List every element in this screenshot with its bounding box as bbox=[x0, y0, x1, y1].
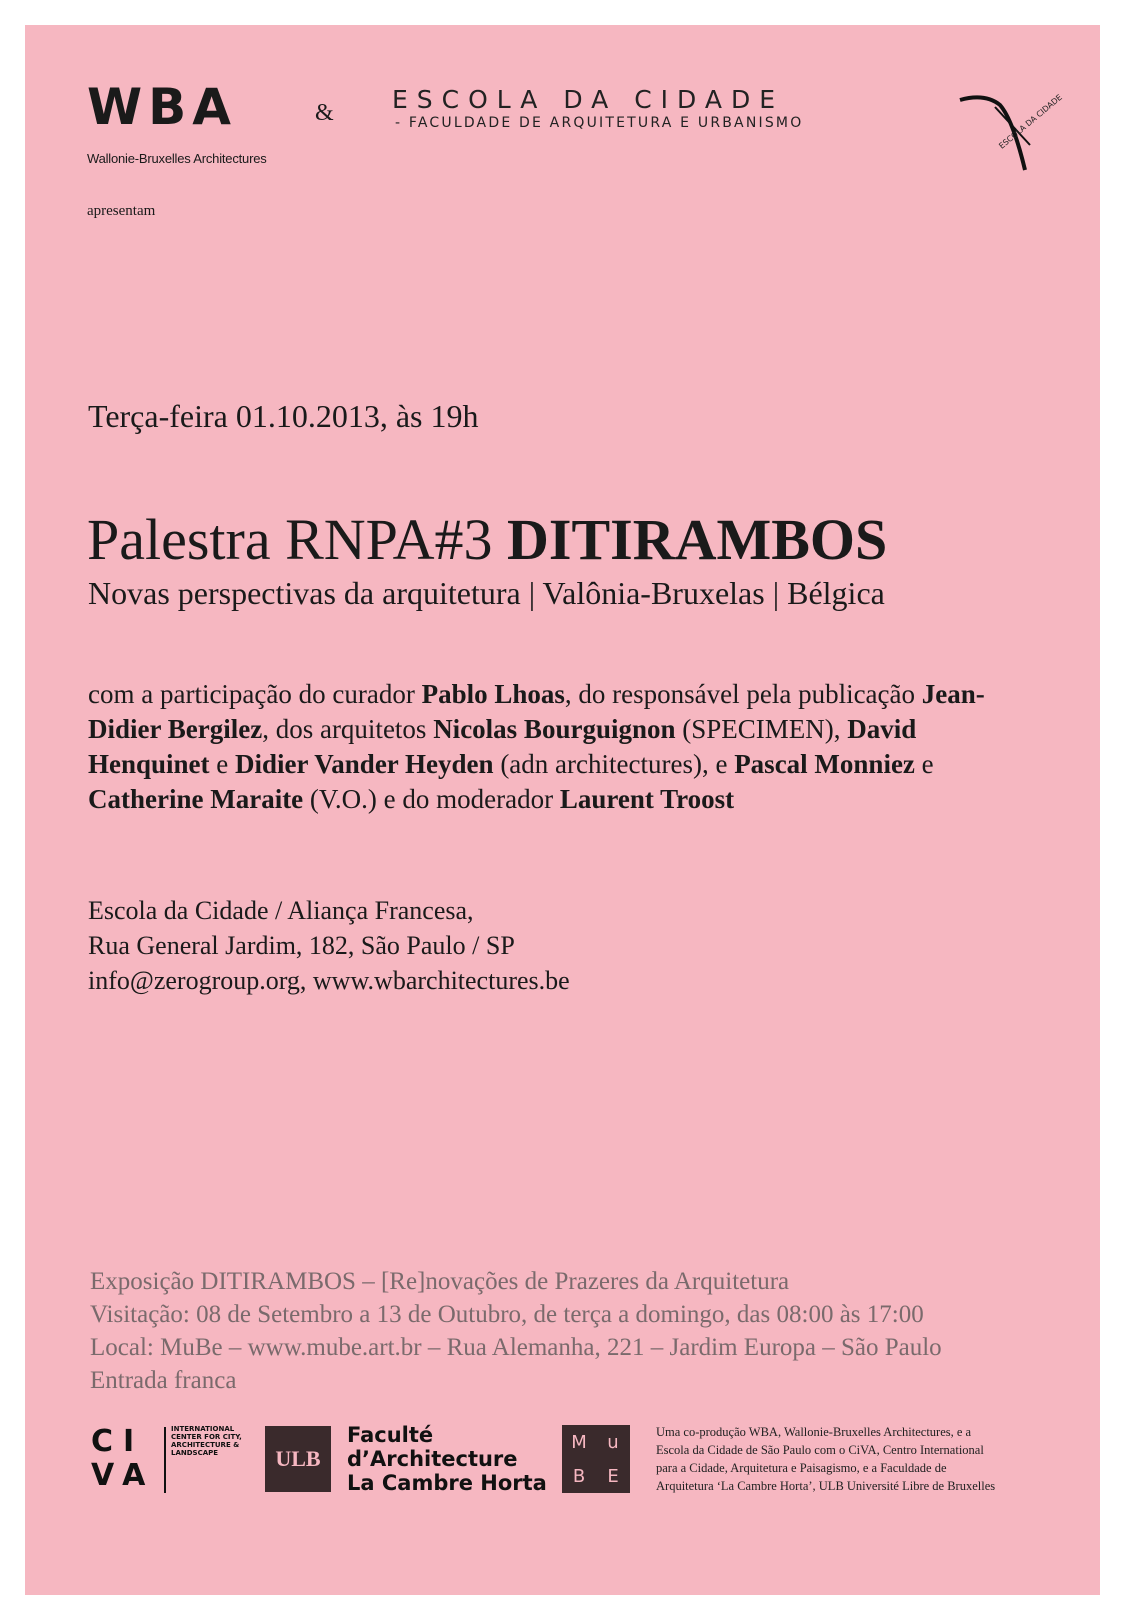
event-title bbox=[87, 507, 888, 572]
title-bold: DITIRAMBOS bbox=[507, 507, 888, 572]
participants-text: , do responsável pela publicação bbox=[564, 679, 922, 709]
escola-logo-text: ESCOLA DA CIDADE bbox=[997, 92, 1064, 151]
cambre-horta-logo bbox=[347, 1423, 547, 1495]
architect-name: Nicolas Bourguignon bbox=[433, 714, 676, 744]
civa-text: INTERNATIONAL CENTER FOR CITY, ARCHITECTURE & LANDSCAPE bbox=[171, 1425, 242, 1457]
participants-text: (V.O.) e do moderador bbox=[303, 784, 560, 814]
credits-line: Uma co-produção WBA, Wallonie-Bruxelles Architectures, e a bbox=[656, 1425, 972, 1439]
civa-letters-top: CI bbox=[91, 1424, 145, 1459]
publisher-name: Jean-Didier Bergilez bbox=[88, 679, 985, 744]
cambre-line: d’Architecture bbox=[347, 1447, 518, 1471]
escola-title: ESCOLA DA CIDADE bbox=[392, 85, 784, 114]
wba-logo: WBA bbox=[87, 78, 237, 136]
credits-line: para a Cidade, Arquitetura e Paisagismo, e a Faculdade de bbox=[656, 1461, 947, 1475]
participants-text: com a participação do curador bbox=[88, 679, 422, 709]
presents-label: apresentam bbox=[87, 203, 156, 219]
credits bbox=[656, 1423, 1076, 1495]
civa-letters bbox=[91, 1425, 155, 1493]
participants-text: (SPECIMEN), bbox=[675, 714, 848, 744]
event-subtitle: Novas perspectivas da arquitetura | Valônia-Bruxelas | Bélgica bbox=[88, 575, 885, 611]
exhibition-line: Entrada franca bbox=[90, 1367, 237, 1394]
credits-line: Arquitetura ‘La Cambre Horta’, ULB Université Libre de Bruxelles bbox=[656, 1479, 996, 1493]
architect-name: Didier Vander Heyden bbox=[235, 749, 494, 779]
wba-subtitle: Wallonie-Bruxelles Architectures bbox=[87, 151, 267, 166]
participants-text: , dos arquitetos bbox=[262, 714, 434, 744]
event-date: Terça-feira 01.10.2013, às 19h bbox=[88, 398, 479, 434]
architect-name: David Henquinet bbox=[88, 714, 917, 779]
civa-divider bbox=[164, 1427, 166, 1493]
poster bbox=[25, 25, 1100, 1595]
mube-letter: E bbox=[607, 1465, 619, 1487]
credits-line: Escola da Cidade de São Paulo com o CiVA, Centro International bbox=[656, 1443, 984, 1457]
exhibition-line: Exposição DITIRAMBOS – [Re]novações de Prazeres da Arquitetura bbox=[90, 1268, 790, 1295]
civa-letters-bottom: VA bbox=[91, 1458, 156, 1493]
exhibition-info bbox=[90, 1265, 942, 1397]
participants-text: e bbox=[209, 749, 236, 779]
exhibition-line: Local: MuBe – www.mube.art.br – Rua Alemanha, 221 – Jardim Europa – São Paulo bbox=[90, 1334, 942, 1361]
exhibition-line: Visitação: 08 de Setembro a 13 de Outubro, de terça a domingo, das 08:00 às 17:00 bbox=[90, 1301, 924, 1328]
ampersand: & bbox=[315, 100, 334, 126]
participants-paragraph bbox=[88, 677, 1038, 817]
ulb-logo: ULB bbox=[265, 1426, 331, 1492]
escola-da-cidade-logo-icon bbox=[955, 75, 1065, 185]
mube-letter: u bbox=[607, 1431, 619, 1453]
mube-letter: B bbox=[572, 1465, 586, 1487]
mube-logo bbox=[562, 1425, 630, 1493]
title-prefix: Palestra RNPA#3 bbox=[87, 507, 507, 572]
mube-letter: M bbox=[571, 1431, 587, 1453]
moderator-name: Laurent Troost bbox=[559, 784, 735, 814]
civa-logo bbox=[91, 1425, 241, 1495]
participants-text: (adn architectures), e bbox=[493, 749, 735, 779]
cambre-line: La Cambre Horta bbox=[347, 1471, 547, 1495]
venue-contact: info@zerogroup.org, www.wbarchitectures.be bbox=[88, 966, 570, 995]
venue-line: Rua General Jardim, 182, São Paulo / SP bbox=[88, 931, 515, 960]
architect-name: Pascal Monniez bbox=[734, 749, 915, 779]
participants-text: e bbox=[914, 749, 934, 779]
escola-subtitle: - FACULDADE DE ARQUITETURA E URBANISMO bbox=[395, 115, 804, 131]
venue-line: Escola da Cidade / Aliança Francesa, bbox=[88, 896, 474, 925]
cambre-line: Faculté bbox=[347, 1423, 434, 1447]
architect-name: Catherine Maraite bbox=[88, 784, 304, 814]
venue-info bbox=[88, 893, 570, 998]
curator-name: Pablo Lhoas bbox=[421, 679, 565, 709]
